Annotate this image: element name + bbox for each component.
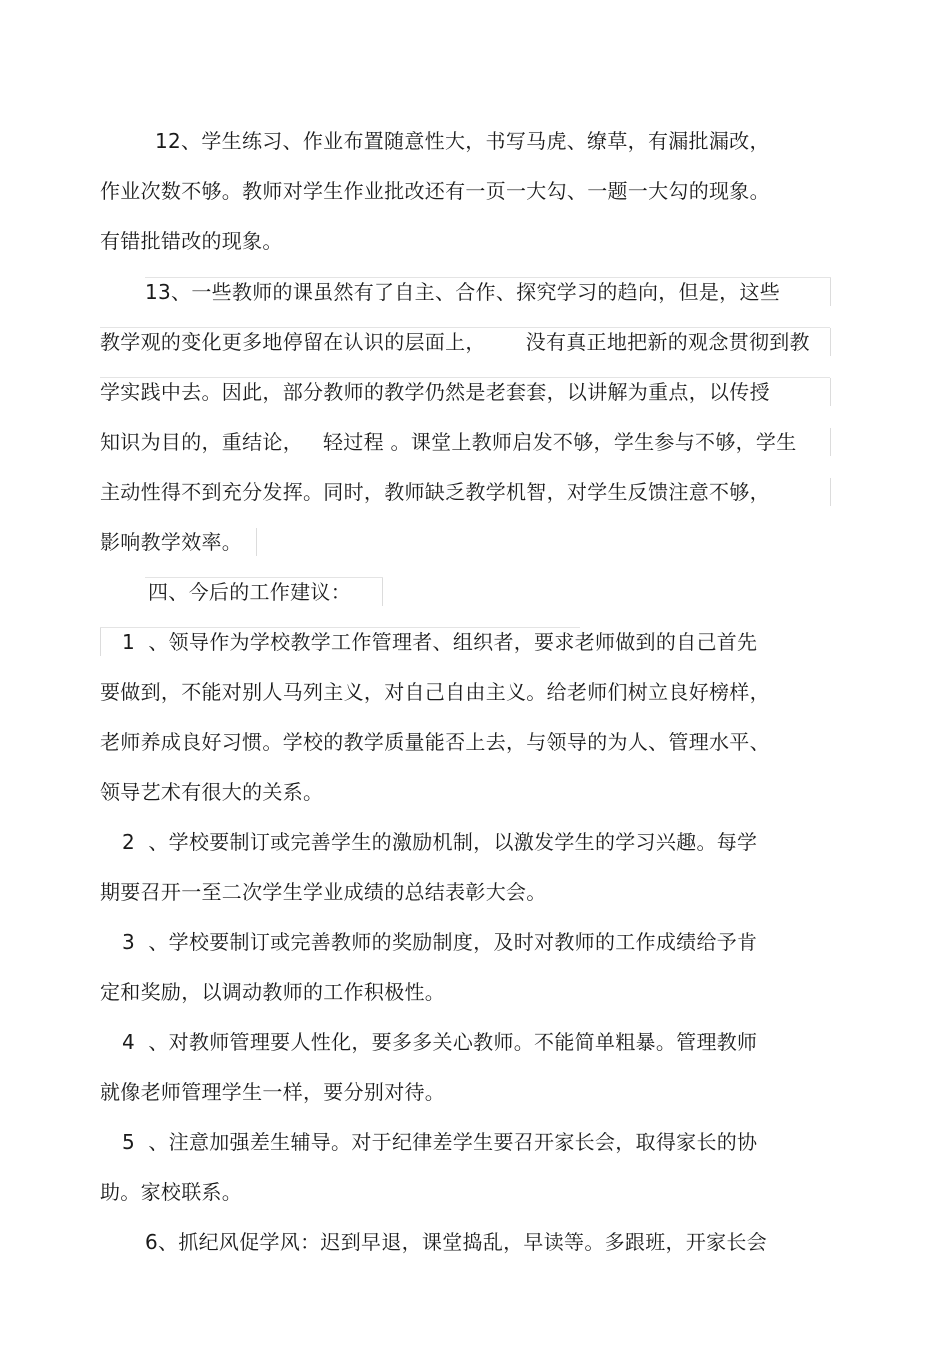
- text-line: 知识为目的，重结论， 轻过程 。课堂上教师启发不够，学生参与不够，学生: [100, 430, 797, 454]
- text-line: 12、学生练习、作业布置随意性大，书写马虎、缭草，有漏批漏改，: [155, 129, 770, 153]
- scan-artifact: [830, 428, 831, 456]
- section-heading: 四、今后的工作建议：: [148, 580, 351, 604]
- scan-artifact: [830, 478, 831, 506]
- text-line: 有错批错改的现象。: [100, 229, 283, 253]
- text-line: 助。家校联系。: [100, 1180, 243, 1204]
- text-line: 2 、学校要制订或完善学生的激励机制，以激发学生的学习兴趣。每学: [122, 830, 758, 854]
- text-line: 主动性得不到充分发挥。同时，教师缺乏教学机智，对学生反馈注意不够，: [100, 480, 770, 504]
- scan-artifact: [382, 578, 383, 606]
- scan-artifact: [830, 328, 831, 356]
- scan-artifact: [830, 278, 831, 306]
- text-line: 学实践中去。因此，部分教师的教学仍然是老套套，以讲解为重点，以传授: [100, 380, 770, 404]
- text-line: 1 、领导作为学校教学工作管理者、组织者，要求老师做到的自己首先: [122, 630, 758, 654]
- text-line: 就像老师管理学生一样，要分别对待。: [100, 1080, 446, 1104]
- text-line: 13、一些教师的课虽然有了自主、合作、探究学习的趋向，但是，这些: [145, 280, 781, 304]
- text-line: 作业次数不够。教师对学生作业批改还有一页一大勾、一题一大勾的现象。: [100, 179, 770, 203]
- text-line: 要做到，不能对别人马列主义，对自己自由主义。给老师们树立良好榜样，: [100, 680, 770, 704]
- text-line: 领导艺术有很大的关系。: [100, 780, 324, 804]
- text-line: 6、抓纪风促学风：迟到早退，课堂捣乱，早读等。多跟班，开家长会: [145, 1230, 768, 1254]
- text-line: 教学观的变化更多地停留在认识的层面上， 没有真正地把新的观念贯彻到教: [100, 330, 810, 354]
- scan-artifact: [256, 528, 257, 556]
- scan-artifact: [830, 378, 831, 406]
- text-line: 定和奖励，以调动教师的工作积极性。: [100, 980, 446, 1004]
- text-line: 期要召开一至二次学生学业成绩的总结表彰大会。: [100, 880, 547, 904]
- text-line: 3 、学校要制订或完善教师的奖励制度，及时对教师的工作成绩给予肯: [122, 930, 758, 954]
- scan-artifact: [100, 628, 101, 656]
- text-line: 4 、对教师管理要人性化，要多多关心教师。不能简单粗暴。管理教师: [122, 1030, 758, 1054]
- text-line: 影响教学效率。: [100, 530, 243, 554]
- text-line: 老师养成良好习惯。学校的教学质量能否上去，与领导的为人、管理水平、: [100, 730, 770, 754]
- text-line: 5 、注意加强差生辅导。对于纪律差学生要召开家长会，取得家长的协: [122, 1130, 758, 1154]
